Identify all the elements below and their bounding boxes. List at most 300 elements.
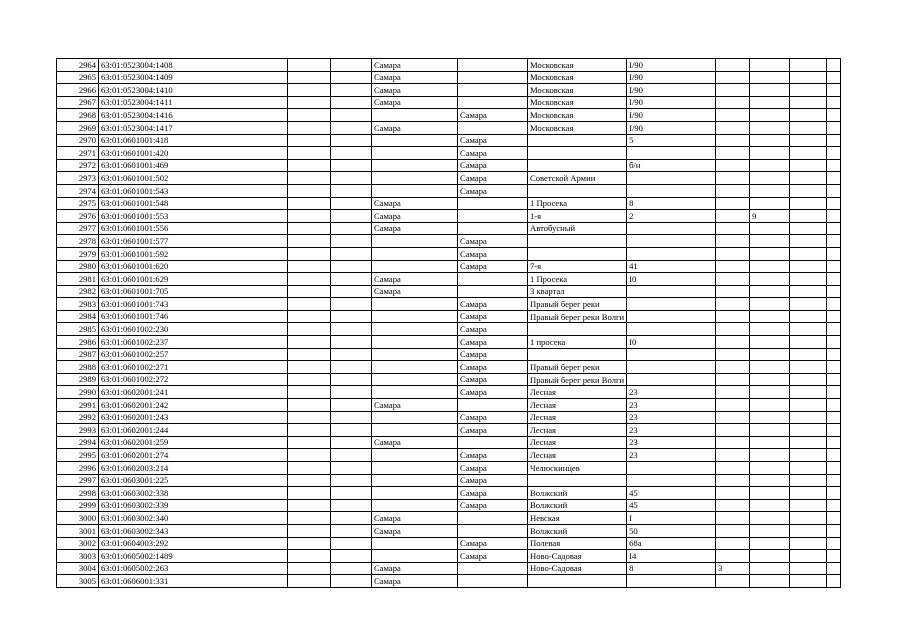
table-row: [57, 512, 841, 525]
locality-cell: Самара: [458, 260, 528, 273]
table-row: [57, 411, 841, 424]
city-cell: [372, 373, 458, 386]
cadastral-number-cell: 63:01:0603002:339: [99, 499, 288, 512]
table-row: [57, 159, 841, 172]
empty-cell: [827, 550, 841, 563]
empty-cell: [288, 197, 331, 210]
cadastral-number-cell: 63:01:0601001:420: [99, 147, 288, 160]
empty-cell: [827, 524, 841, 537]
extra-cell: [790, 436, 827, 449]
building-cell: [716, 210, 750, 223]
row-number-cell: 2982: [57, 285, 99, 298]
building-cell: [716, 462, 750, 475]
empty-cell: [827, 361, 841, 374]
row-number-cell: 2978: [57, 235, 99, 248]
street-cell: [528, 247, 627, 260]
city-cell: Самара: [372, 59, 458, 72]
city-cell: [372, 449, 458, 462]
street-cell: Правый берег реки: [528, 298, 627, 311]
empty-cell: [827, 210, 841, 223]
empty-cell: [288, 310, 331, 323]
cadastral-number-cell: 63:01:0606001:331: [99, 575, 288, 588]
building-cell: [716, 524, 750, 537]
locality-cell: [458, 512, 528, 525]
empty-cell: [827, 424, 841, 437]
cadastral-number-cell: 63:01:0523004:1408: [99, 59, 288, 72]
empty-cell: [331, 462, 372, 475]
city-cell: Самара: [372, 524, 458, 537]
house-cell: [627, 147, 716, 160]
empty-cell: [827, 121, 841, 134]
city-cell: [372, 159, 458, 172]
empty-cell: [827, 184, 841, 197]
empty-cell: [827, 96, 841, 109]
empty-cell: [288, 424, 331, 437]
building-cell: [716, 512, 750, 525]
cadastral-number-cell: 63:01:0523004:1410: [99, 84, 288, 97]
empty-cell: [288, 474, 331, 487]
building-cell: [716, 537, 750, 550]
empty-cell: [288, 298, 331, 311]
building-cell: [716, 285, 750, 298]
extra-cell: [790, 537, 827, 550]
extra-cell: [790, 462, 827, 475]
empty-cell: [331, 147, 372, 160]
empty-cell: [827, 197, 841, 210]
registry-table: [56, 58, 841, 588]
row-number-cell: 2974: [57, 184, 99, 197]
cadastral-number-cell: 63:01:0603002:340: [99, 512, 288, 525]
empty-cell: [827, 336, 841, 349]
street-cell: [528, 474, 627, 487]
row-number-cell: 2970: [57, 134, 99, 147]
empty-cell: [827, 222, 841, 235]
building-cell: [716, 411, 750, 424]
empty-cell: [827, 386, 841, 399]
empty-cell: [288, 550, 331, 563]
empty-cell: [827, 71, 841, 84]
building-cell: [716, 134, 750, 147]
empty-cell: [331, 71, 372, 84]
house-cell: I: [627, 512, 716, 525]
street-cell: Невская: [528, 512, 627, 525]
row-number-cell: 2987: [57, 348, 99, 361]
table-row: [57, 348, 841, 361]
empty-cell: [331, 159, 372, 172]
locality-cell: Самара: [458, 550, 528, 563]
house-cell: [627, 474, 716, 487]
extra-cell: [790, 273, 827, 286]
empty-cell: [288, 184, 331, 197]
street-cell: 3 квартал: [528, 285, 627, 298]
row-number-cell: 2994: [57, 436, 99, 449]
locality-cell: Самара: [458, 348, 528, 361]
city-cell: [372, 487, 458, 500]
row-number-cell: 3003: [57, 550, 99, 563]
city-cell: Самара: [372, 210, 458, 223]
extra-cell: [750, 147, 790, 160]
row-number-cell: 2988: [57, 361, 99, 374]
extra-cell: [750, 499, 790, 512]
extra-cell: [790, 184, 827, 197]
extra-cell: [790, 411, 827, 424]
empty-cell: [331, 323, 372, 336]
cadastral-number-cell: 63:01:0602001:242: [99, 399, 288, 412]
cadastral-number-cell: 63:01:0523004:1409: [99, 71, 288, 84]
empty-cell: [331, 449, 372, 462]
extra-cell: [750, 172, 790, 185]
house-cell: [627, 184, 716, 197]
cadastral-number-cell: 63:01:0602001:243: [99, 411, 288, 424]
city-cell: [372, 462, 458, 475]
street-cell: Правый берег реки Волги: [528, 310, 627, 323]
empty-cell: [827, 159, 841, 172]
extra-cell: [790, 222, 827, 235]
locality-cell: Самара: [458, 361, 528, 374]
locality-cell: [458, 273, 528, 286]
empty-cell: [331, 285, 372, 298]
street-cell: 1 просека: [528, 336, 627, 349]
street-cell: Лесная: [528, 449, 627, 462]
empty-cell: [288, 462, 331, 475]
empty-cell: [331, 474, 372, 487]
empty-cell: [827, 487, 841, 500]
extra-cell: [750, 285, 790, 298]
extra-cell: [790, 197, 827, 210]
table-row: [57, 84, 841, 97]
row-number-cell: 3001: [57, 524, 99, 537]
city-cell: [372, 184, 458, 197]
extra-cell: [790, 562, 827, 575]
extra-cell: [790, 285, 827, 298]
table-row: [57, 336, 841, 349]
empty-cell: [331, 121, 372, 134]
building-cell: [716, 159, 750, 172]
house-cell: 23: [627, 449, 716, 462]
extra-cell: [790, 399, 827, 412]
cadastral-number-cell: 63:01:0602001:244: [99, 424, 288, 437]
building-cell: [716, 361, 750, 374]
house-cell: [627, 235, 716, 248]
cadastral-number-cell: 63:01:0603002:338: [99, 487, 288, 500]
cadastral-number-cell: 63:01:0523004:1416: [99, 109, 288, 122]
street-cell: Волжский: [528, 524, 627, 537]
house-cell: 23: [627, 424, 716, 437]
empty-cell: [331, 273, 372, 286]
city-cell: [372, 550, 458, 563]
locality-cell: [458, 562, 528, 575]
cadastral-number-cell: 63:01:0601002:272: [99, 373, 288, 386]
city-cell: [372, 499, 458, 512]
table-row: [57, 499, 841, 512]
extra-cell: [750, 575, 790, 588]
table-row: [57, 273, 841, 286]
extra-cell: [750, 424, 790, 437]
house-cell: 2: [627, 210, 716, 223]
table-row: [57, 436, 841, 449]
empty-cell: [288, 59, 331, 72]
building-cell: 3: [716, 562, 750, 575]
row-number-cell: 2965: [57, 71, 99, 84]
empty-cell: [331, 184, 372, 197]
extra-cell: [790, 336, 827, 349]
cadastral-number-cell: 63:01:0601001:418: [99, 134, 288, 147]
cadastral-number-cell: 63:01:0605002:263: [99, 562, 288, 575]
empty-cell: [288, 537, 331, 550]
empty-cell: [288, 121, 331, 134]
empty-cell: [827, 562, 841, 575]
empty-cell: [288, 247, 331, 260]
house-cell: I/90: [627, 109, 716, 122]
empty-cell: [827, 512, 841, 525]
locality-cell: Самара: [458, 411, 528, 424]
building-cell: [716, 260, 750, 273]
street-cell: 1 Просека: [528, 273, 627, 286]
city-cell: Самара: [372, 222, 458, 235]
building-cell: [716, 147, 750, 160]
empty-cell: [827, 235, 841, 248]
row-number-cell: 2997: [57, 474, 99, 487]
cadastral-number-cell: 63:01:0602001:274: [99, 449, 288, 462]
locality-cell: Самара: [458, 172, 528, 185]
empty-cell: [288, 260, 331, 273]
street-cell: [528, 323, 627, 336]
city-cell: [372, 323, 458, 336]
cadastral-number-cell: 63:01:0601001:577: [99, 235, 288, 248]
house-cell: 23: [627, 411, 716, 424]
locality-cell: Самара: [458, 134, 528, 147]
extra-cell: [750, 550, 790, 563]
extra-cell: [790, 361, 827, 374]
city-cell: Самара: [372, 512, 458, 525]
table-row: [57, 134, 841, 147]
empty-cell: [288, 487, 331, 500]
empty-cell: [827, 310, 841, 323]
house-cell: 23: [627, 436, 716, 449]
house-cell: I/90: [627, 84, 716, 97]
extra-cell: [790, 373, 827, 386]
empty-cell: [288, 336, 331, 349]
street-cell: Лесная: [528, 424, 627, 437]
house-cell: [627, 323, 716, 336]
extra-cell: [750, 336, 790, 349]
empty-cell: [288, 361, 331, 374]
empty-cell: [288, 147, 331, 160]
empty-cell: [288, 436, 331, 449]
street-cell: Московская: [528, 59, 627, 72]
locality-cell: Самара: [458, 336, 528, 349]
row-number-cell: 2966: [57, 84, 99, 97]
empty-cell: [288, 323, 331, 336]
extra-cell: [750, 298, 790, 311]
locality-cell: Самара: [458, 147, 528, 160]
row-number-cell: 2990: [57, 386, 99, 399]
house-cell: 8: [627, 562, 716, 575]
house-cell: 68а: [627, 537, 716, 550]
empty-cell: [827, 59, 841, 72]
row-number-cell: 3004: [57, 562, 99, 575]
house-cell: [627, 298, 716, 311]
table-row: [57, 399, 841, 412]
row-number-cell: 2977: [57, 222, 99, 235]
city-cell: [372, 134, 458, 147]
cadastral-number-cell: 63:01:0605002:1489: [99, 550, 288, 563]
city-cell: [372, 537, 458, 550]
empty-cell: [331, 197, 372, 210]
extra-cell: [790, 134, 827, 147]
locality-cell: Самара: [458, 184, 528, 197]
empty-cell: [331, 336, 372, 349]
extra-cell: [790, 424, 827, 437]
table-row: [57, 109, 841, 122]
city-cell: Самара: [372, 399, 458, 412]
street-cell: Правый берег реки Волги: [528, 373, 627, 386]
extra-cell: [790, 96, 827, 109]
locality-cell: [458, 399, 528, 412]
street-cell: [528, 235, 627, 248]
table-row: [57, 323, 841, 336]
house-cell: 5: [627, 134, 716, 147]
house-cell: 8: [627, 197, 716, 210]
extra-cell: [750, 323, 790, 336]
street-cell: [528, 348, 627, 361]
empty-cell: [827, 247, 841, 260]
extra-cell: [750, 399, 790, 412]
row-number-cell: 3000: [57, 512, 99, 525]
table-row: [57, 210, 841, 223]
table-row: [57, 285, 841, 298]
row-number-cell: 2967: [57, 96, 99, 109]
empty-cell: [827, 575, 841, 588]
empty-cell: [331, 235, 372, 248]
table-row: [57, 197, 841, 210]
row-number-cell: 2985: [57, 323, 99, 336]
extra-cell: [790, 386, 827, 399]
cadastral-number-cell: 63:01:0601002:237: [99, 336, 288, 349]
city-cell: Самара: [372, 121, 458, 134]
empty-cell: [331, 411, 372, 424]
street-cell: Московская: [528, 121, 627, 134]
city-cell: Самара: [372, 436, 458, 449]
empty-cell: [331, 59, 372, 72]
house-cell: 45: [627, 499, 716, 512]
empty-cell: [331, 298, 372, 311]
street-cell: 7-я: [528, 260, 627, 273]
table-body: [57, 59, 841, 588]
empty-cell: [331, 172, 372, 185]
building-cell: [716, 197, 750, 210]
locality-cell: Самара: [458, 424, 528, 437]
street-cell: [528, 159, 627, 172]
table-row: [57, 310, 841, 323]
empty-cell: [331, 524, 372, 537]
street-cell: Волжский: [528, 487, 627, 500]
empty-cell: [827, 411, 841, 424]
city-cell: [372, 361, 458, 374]
cadastral-number-cell: 63:01:0603001:225: [99, 474, 288, 487]
extra-cell: [790, 59, 827, 72]
empty-cell: [827, 537, 841, 550]
city-cell: Самара: [372, 575, 458, 588]
extra-cell: [750, 411, 790, 424]
city-cell: [372, 298, 458, 311]
cadastral-number-cell: 63:01:0601001:592: [99, 247, 288, 260]
empty-cell: [288, 348, 331, 361]
locality-cell: [458, 436, 528, 449]
empty-cell: [288, 575, 331, 588]
extra-cell: [750, 260, 790, 273]
extra-cell: [750, 247, 790, 260]
locality-cell: [458, 84, 528, 97]
row-number-cell: 2969: [57, 121, 99, 134]
table-row: [57, 537, 841, 550]
building-cell: [716, 247, 750, 260]
extra-cell: [750, 84, 790, 97]
empty-cell: [288, 210, 331, 223]
table-row: [57, 361, 841, 374]
extra-cell: [750, 222, 790, 235]
empty-cell: [331, 537, 372, 550]
extra-cell: [790, 210, 827, 223]
cadastral-number-cell: 63:01:0601002:230: [99, 323, 288, 336]
extra-cell: [750, 462, 790, 475]
city-cell: Самара: [372, 71, 458, 84]
empty-cell: [827, 260, 841, 273]
building-cell: [716, 550, 750, 563]
extra-cell: [790, 147, 827, 160]
street-cell: Московская: [528, 109, 627, 122]
row-number-cell: 2973: [57, 172, 99, 185]
building-cell: [716, 499, 750, 512]
table-row: [57, 449, 841, 462]
row-number-cell: 2999: [57, 499, 99, 512]
building-cell: [716, 575, 750, 588]
empty-cell: [288, 399, 331, 412]
row-number-cell: 2993: [57, 424, 99, 437]
locality-cell: Самара: [458, 462, 528, 475]
street-cell: 1 Просека: [528, 197, 627, 210]
locality-cell: [458, 121, 528, 134]
house-cell: [627, 348, 716, 361]
locality-cell: Самара: [458, 298, 528, 311]
empty-cell: [331, 361, 372, 374]
city-cell: [372, 386, 458, 399]
extra-cell: [790, 323, 827, 336]
locality-cell: Самара: [458, 474, 528, 487]
extra-cell: [790, 235, 827, 248]
locality-cell: Самара: [458, 373, 528, 386]
table-row: [57, 550, 841, 563]
empty-cell: [827, 109, 841, 122]
empty-cell: [288, 273, 331, 286]
empty-cell: [827, 436, 841, 449]
street-cell: [528, 575, 627, 588]
cadastral-number-cell: 63:01:0601001:705: [99, 285, 288, 298]
building-cell: [716, 121, 750, 134]
cadastral-number-cell: 63:01:0601001:502: [99, 172, 288, 185]
street-cell: Автобусный: [528, 222, 627, 235]
city-cell: Самара: [372, 197, 458, 210]
row-number-cell: 2998: [57, 487, 99, 500]
locality-cell: [458, 285, 528, 298]
empty-cell: [331, 310, 372, 323]
house-cell: I/90: [627, 96, 716, 109]
extra-cell: [750, 562, 790, 575]
building-cell: [716, 84, 750, 97]
house-cell: [627, 575, 716, 588]
extra-cell: [790, 310, 827, 323]
extra-cell: [750, 487, 790, 500]
